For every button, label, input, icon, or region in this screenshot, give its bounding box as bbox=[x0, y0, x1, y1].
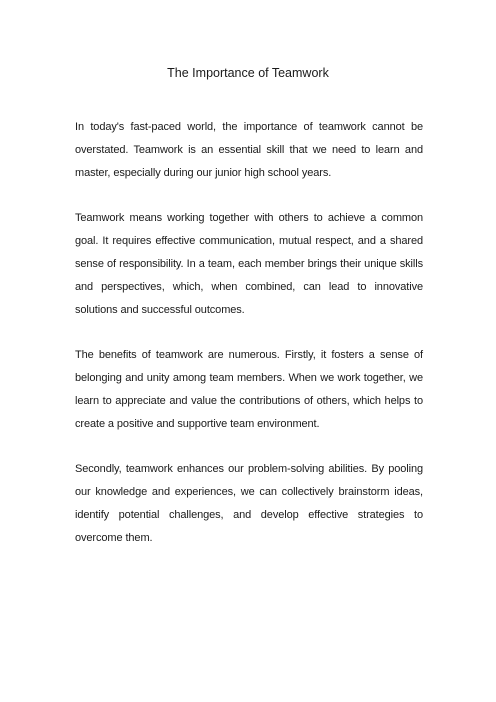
paragraph-2: Teamwork means working together with others to achieve a common goal. It requires effective communication, mutual respect, and a shared sense of responsibility. In a team, each member brings their unique skills and perspectives, which, when combined, can lead to innovative solutions and successful outcomes. bbox=[75, 212, 423, 316]
paragraph-4: Secondly, teamwork enhances our problem-solving abilities. By pooling our knowledge and experiences, we can collectively brainstorm ideas, identify potential challenges, and develop effective strategies to overcome them. bbox=[75, 463, 423, 544]
paragraph-3: The benefits of teamwork are numerous. Firstly, it fosters a sense of belonging and unity among team members. When we work together, we learn to appreciate and value the contributions of others, which helps to create a positive and supportive team environment. bbox=[75, 349, 423, 430]
document-body bbox=[75, 116, 423, 572]
document-title: The Importance of Teamwork bbox=[167, 66, 329, 80]
paragraph-1: In today's fast-paced world, the importance of teamwork cannot be overstated. Teamwork is an essential skill that we need to learn and master, especially during our junior high school years. bbox=[75, 121, 423, 179]
